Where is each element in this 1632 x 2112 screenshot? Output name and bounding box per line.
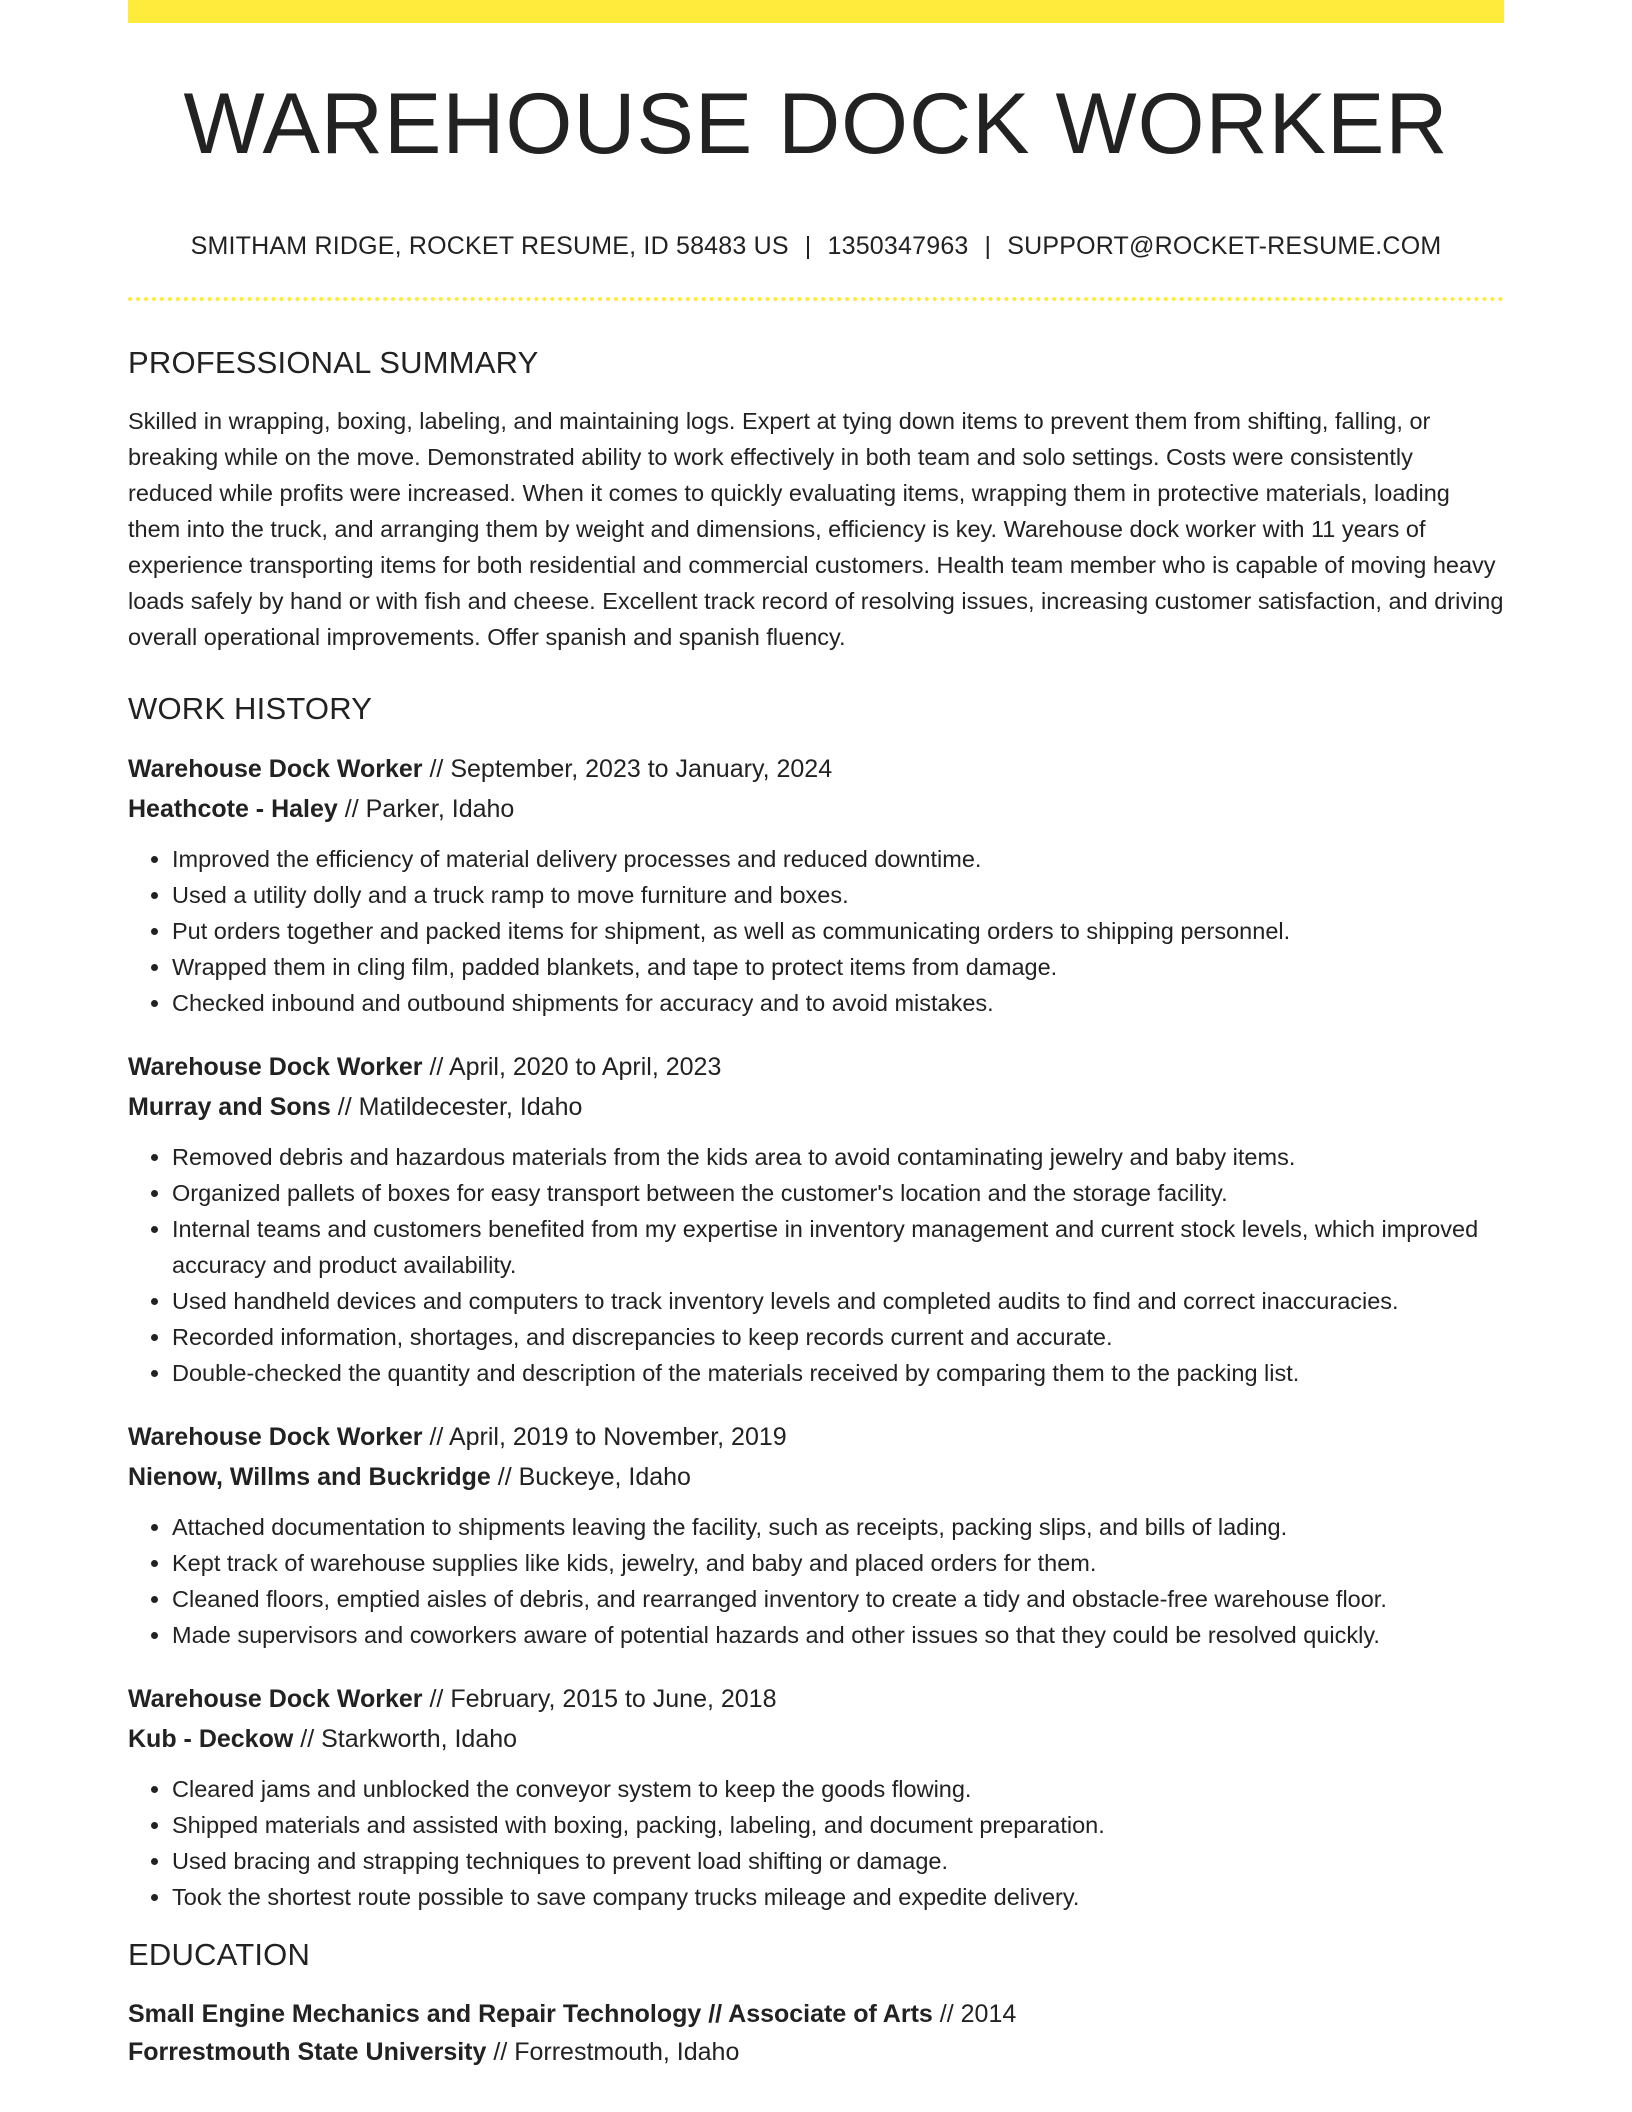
job-role: Warehouse Dock Worker (128, 1053, 423, 1081)
job-header (128, 1679, 1504, 1759)
job-location: Buckeye, Idaho (518, 1463, 691, 1491)
contact-email: SUPPORT@ROCKET-RESUME.COM (1007, 232, 1442, 260)
education-year: 2014 (960, 2000, 1017, 2028)
job-bullet: • Wrapped them in cling film, padded blankets, and tape to protect items from damage. (172, 949, 1504, 985)
education-program: Small Engine Mechanics and Repair Technology // Associate of Arts (128, 2000, 933, 2028)
work-history-list (128, 749, 1504, 1915)
job-company: Kub - Deckow (128, 1725, 294, 1753)
job-divider: // (344, 795, 359, 823)
job-dates: April, 2020 to April, 2023 (448, 1053, 722, 1081)
education-divider: // (939, 2000, 954, 2028)
job-bullet: • Double-checked the quantity and description of the materials received by comparing them to the packing list. (172, 1355, 1504, 1391)
top-accent-bar (128, 0, 1504, 23)
contact-separator: | (984, 232, 992, 260)
job-location: Parker, Idaho (365, 795, 515, 823)
job-bullet: • Shipped materials and assisted with boxing, packing, labeling, and document preparation. (172, 1807, 1504, 1843)
resume-page (128, 0, 1504, 2071)
education-entry (128, 1995, 1504, 2071)
dotted-divider (128, 297, 1504, 301)
job-entry (128, 1047, 1504, 1391)
job-bullet: • Improved the efficiency of material delivery processes and reduced downtime. (172, 841, 1504, 877)
job-bullet-list (128, 1509, 1504, 1653)
job-divider: // (300, 1725, 315, 1753)
job-location: Starkworth, Idaho (321, 1725, 518, 1753)
job-role-line (128, 749, 1504, 789)
job-bullet: • Kept track of warehouse supplies like kids, jewelry, and baby and placed orders for them. (172, 1545, 1504, 1581)
job-company: Nienow, Willms and Buckridge (128, 1463, 491, 1491)
job-header (128, 749, 1504, 829)
contact-line (128, 232, 1504, 261)
job-header (128, 1417, 1504, 1497)
candidate-name: WAREHOUSE DOCK WORKER (183, 76, 1449, 172)
job-bullet: • Used handheld devices and computers to track inventory levels and completed audits to find and correct inaccuracies. (172, 1283, 1504, 1319)
job-bullet: • Checked inbound and outbound shipments for accuracy and to avoid mistakes. (172, 985, 1504, 1021)
job-bullet: • Organized pallets of boxes for easy transport between the customer's location and the storage facility. (172, 1175, 1504, 1211)
job-bullet: • Cleared jams and unblocked the conveyor system to keep the goods flowing. (172, 1771, 1504, 1807)
job-role: Warehouse Dock Worker (128, 1685, 423, 1713)
summary-text: Skilled in wrapping, boxing, labeling, and maintaining logs. Expert at tying down items to prevent them from shifting, falling, or breaking while on the move. Demonstrated ability to work effectively in both team and solo settings. Costs were consistently reduced while profits were increased. When it comes to quickly evaluating items, wrapping them in protective materials, loading them into the truck, and arranging them by weight and dimensions, efficiency is key. Warehouse dock worker with 11 years of experience transporting items for both residential and commercial customers. Health team member who is capable of moving heavy loads safely by hand or with fish and cheese. Excellent track record of resolving issues, increasing customer satisfaction, and driving overall operational improvements. Offer spanish and spanish fluency. (128, 408, 1504, 650)
job-role-line (128, 1417, 1504, 1457)
job-divider: // (429, 1053, 444, 1081)
job-bullet: • Put orders together and packed items for shipment, as well as communicating orders to shipping personnel. (172, 913, 1504, 949)
job-company: Heathcote - Haley (128, 795, 338, 823)
contact-address: SMITHAM RIDGE, ROCKET RESUME, ID 58483 US (190, 232, 789, 260)
job-divider: // (497, 1463, 512, 1491)
education-school-line (128, 2033, 1504, 2071)
job-entry (128, 749, 1504, 1021)
job-company-line (128, 1719, 1504, 1759)
job-role: Warehouse Dock Worker (128, 755, 423, 783)
job-company-line (128, 1457, 1504, 1497)
contact-phone: 1350347963 (827, 232, 969, 260)
job-header (128, 1047, 1504, 1127)
job-bullet: • Made supervisors and coworkers aware of potential hazards and other issues so that they could be resolved quickly. (172, 1617, 1504, 1653)
job-bullet: • Attached documentation to shipments leaving the facility, such as receipts, packing slips, and bills of lading. (172, 1509, 1504, 1545)
education-divider: // (493, 2038, 508, 2066)
job-company-line (128, 1087, 1504, 1127)
education-school: Forrestmouth State University (128, 2038, 487, 2066)
job-bullet: • Used bracing and strapping techniques to prevent load shifting or damage. (172, 1843, 1504, 1879)
job-role-line (128, 1679, 1504, 1719)
job-bullet: • Cleaned floors, emptied aisles of debris, and rearranged inventory to create a tidy and obstacle-free warehouse floor. (172, 1581, 1504, 1617)
contact-separator: | (804, 232, 812, 260)
job-dates: September, 2023 to January, 2024 (450, 755, 833, 783)
job-location: Matildecester, Idaho (358, 1093, 583, 1121)
job-dates: April, 2019 to November, 2019 (448, 1423, 787, 1451)
job-bullet: • Internal teams and customers benefited from my expertise in inventory management and current stock levels, which improved accuracy and product availability. (172, 1211, 1504, 1283)
job-company-line (128, 789, 1504, 829)
job-bullet: • Took the shortest route possible to save company trucks mileage and expedite delivery. (172, 1879, 1504, 1915)
education-location: Forrestmouth, Idaho (514, 2038, 740, 2066)
job-bullet-list (128, 1139, 1504, 1391)
job-bullet: • Used a utility dolly and a truck ramp to move furniture and boxes. (172, 877, 1504, 913)
job-company: Murray and Sons (128, 1093, 331, 1121)
work-history-heading: WORK HISTORY (128, 691, 373, 726)
job-role-line (128, 1047, 1504, 1087)
education-heading: EDUCATION (128, 1937, 311, 1972)
job-divider: // (429, 1423, 444, 1451)
job-bullet-list (128, 1771, 1504, 1915)
job-role: Warehouse Dock Worker (128, 1423, 423, 1451)
education-program-line (128, 1995, 1504, 2033)
job-entry (128, 1417, 1504, 1653)
job-bullet-list (128, 841, 1504, 1021)
job-bullet: • Removed debris and hazardous materials from the kids area to avoid contaminating jewelry and baby items. (172, 1139, 1504, 1175)
job-bullet: • Recorded information, shortages, and discrepancies to keep records current and accurate. (172, 1319, 1504, 1355)
job-divider: // (429, 755, 444, 783)
job-dates: February, 2015 to June, 2018 (450, 1685, 777, 1713)
job-entry (128, 1679, 1504, 1915)
job-divider: // (337, 1093, 352, 1121)
summary-heading: PROFESSIONAL SUMMARY (128, 345, 539, 380)
job-divider: // (429, 1685, 444, 1713)
